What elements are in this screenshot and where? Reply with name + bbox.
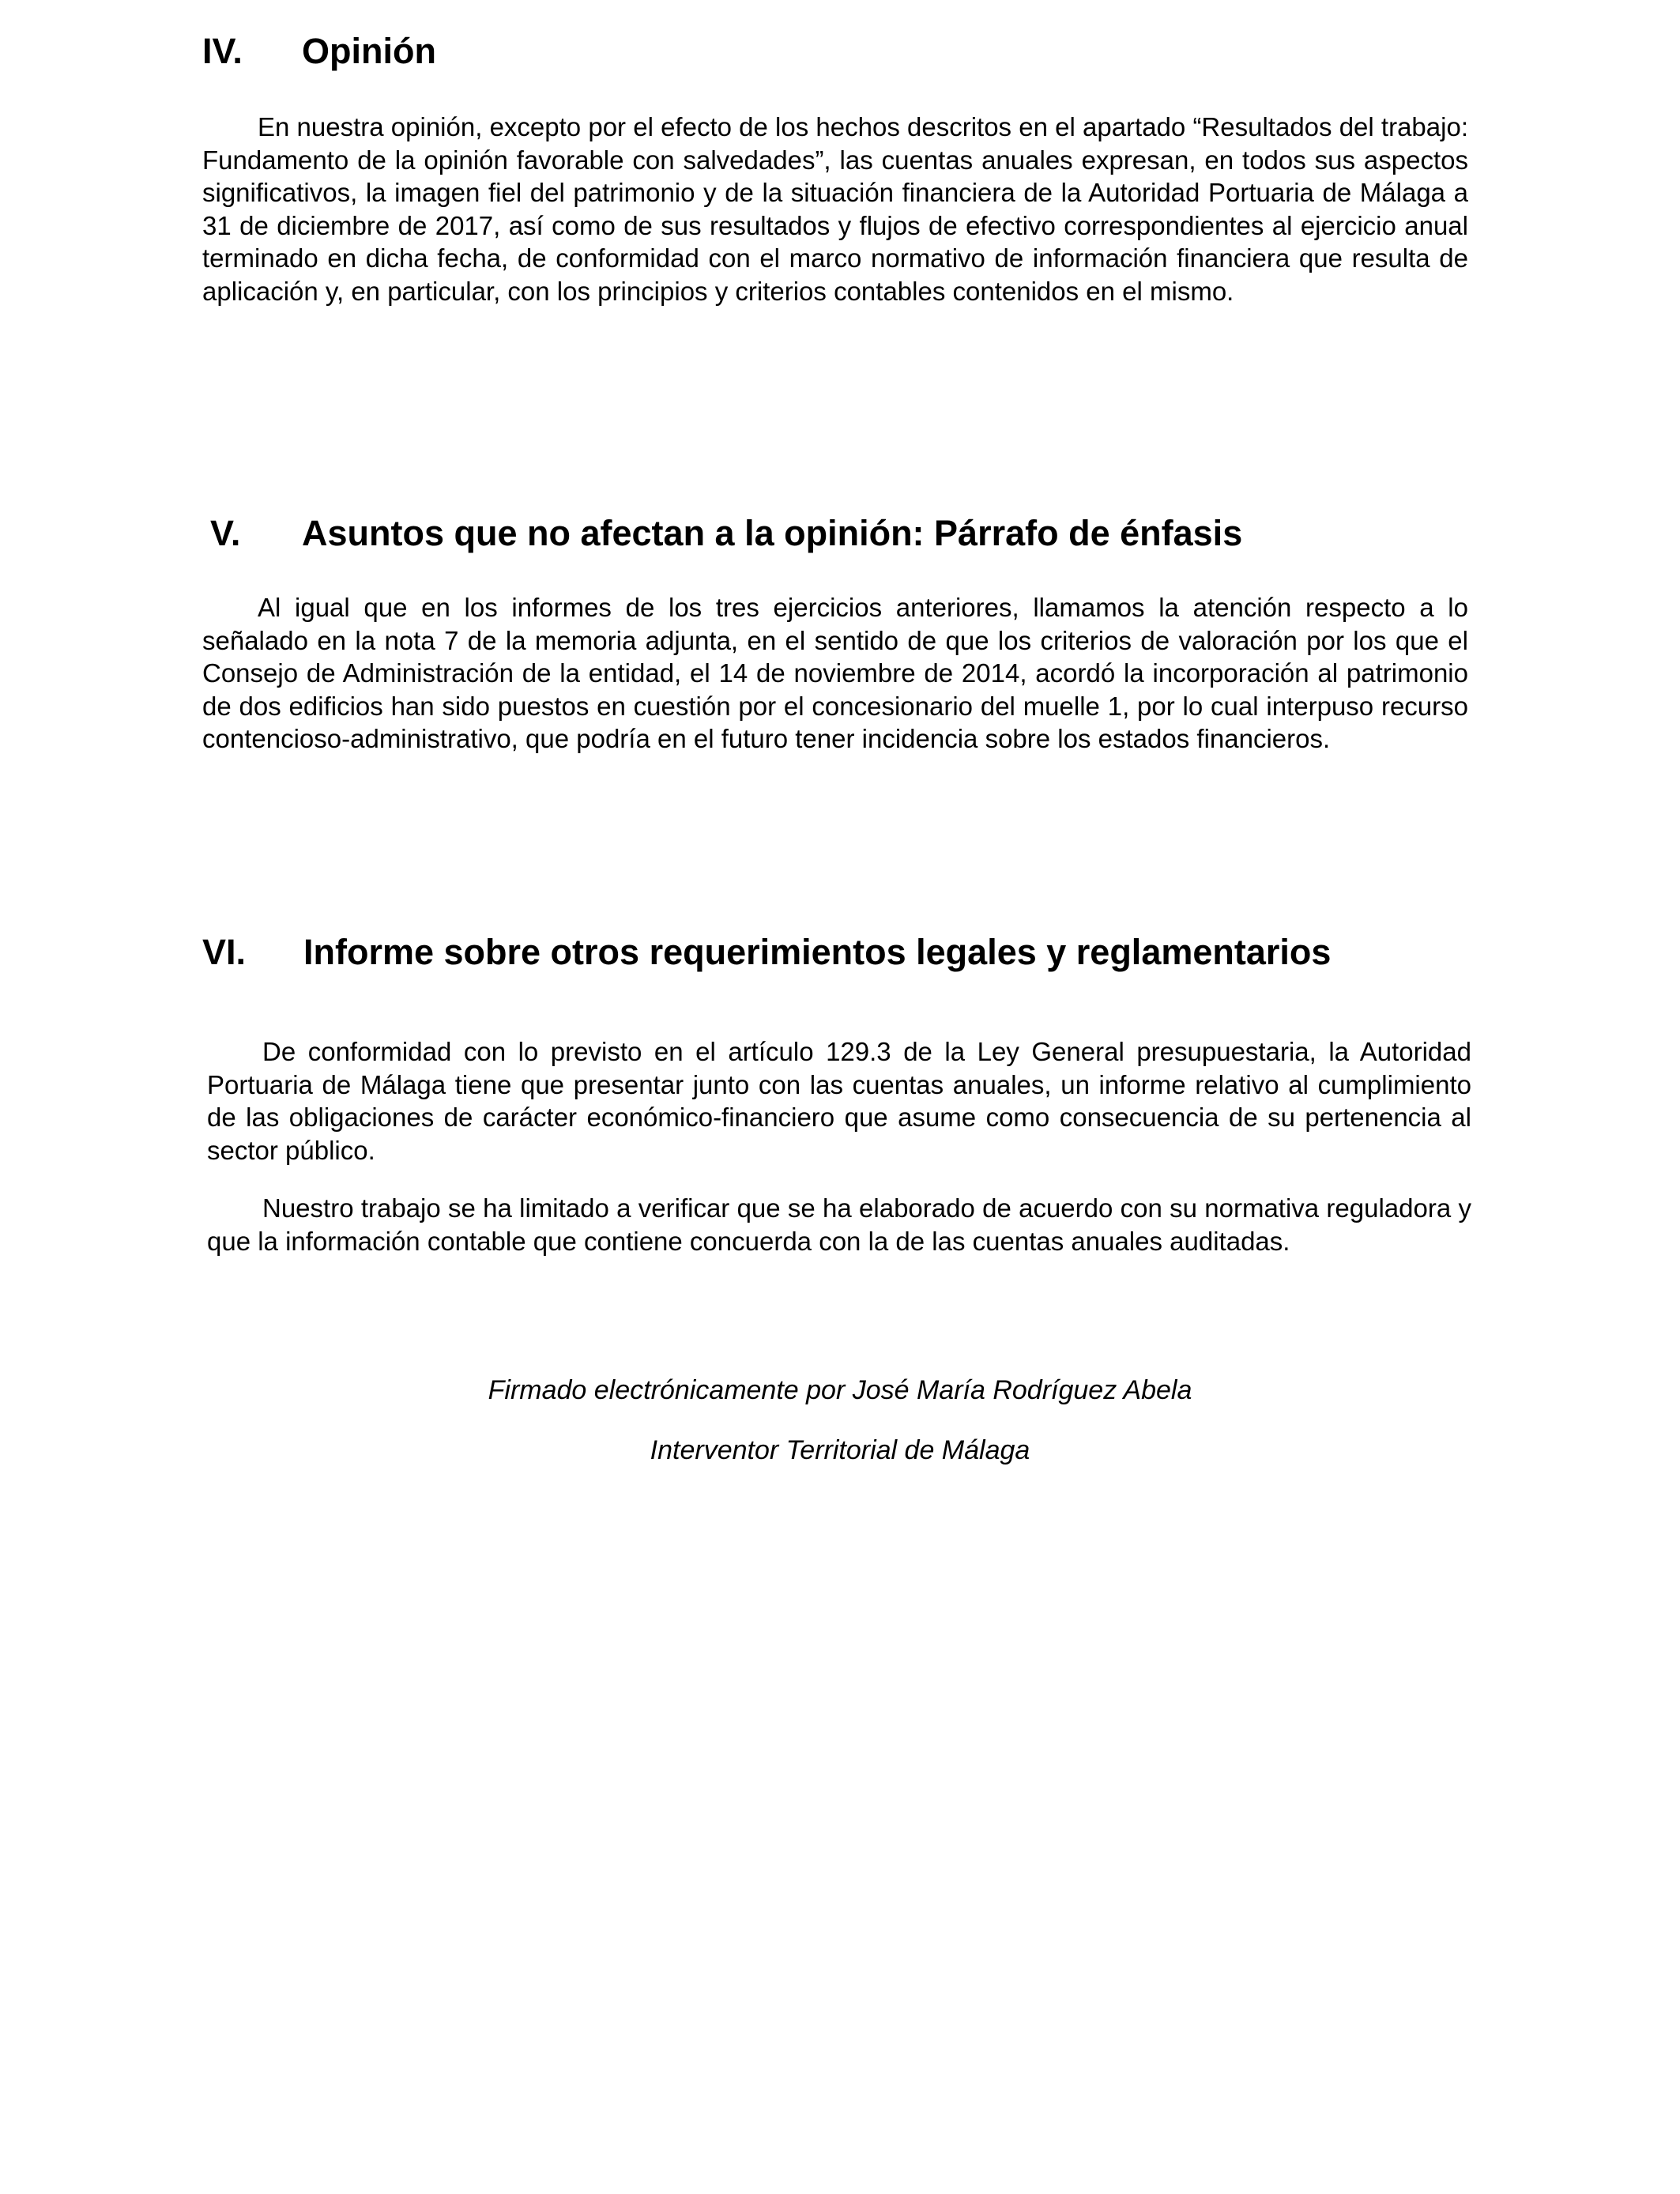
section-number: VI.	[202, 932, 247, 972]
section-title: Opinión	[302, 31, 436, 71]
section-title: Asuntos que no afectan a la opinión: Párrafo de énfasis	[302, 513, 1243, 553]
section-number: V.	[210, 513, 241, 553]
section-vi-paragraph-1: De conformidad con lo previsto en el artículo 129.3 de la Ley General presupuestaria, la Autoridad Portuaria de Málaga tiene que presentar junto con las cuentas anuales, un informe relativo al cumplimiento de las obligaciones de carácter económico-financiero que asume como consecuencia de su pertenencia al sector público.	[207, 1037, 1471, 1165]
section-title: Informe sobre otros requerimientos legales y reglamentarios	[303, 932, 1332, 972]
section-iv-paragraph-1: En nuestra opinión, excepto por el efecto de los hechos descritos en el apartado “Resultados del trabajo: Fundamento de la opinión favorable con salvedades”, las cuentas anuales expresan, en todos sus aspectos significativos, la imagen fiel del patrimonio y de la situación financiera de la Autoridad Portuaria de Málaga a 31 de diciembre de 2017, así como de sus resultados y flujos de efectivo correspondientes al ejercicio anual terminado en dicha fecha, de conformidad con el marco normativo de información financiera que resulta de aplicación y, en particular, con los principios y criterios contables contenidos en el mismo.	[202, 112, 1468, 306]
section-v-paragraph-1: Al igual que en los informes de los tres ejercicios anteriores, llamamos la atención respecto a lo señalado en la nota 7 de la memoria adjunta, en el sentido de que los criterios de valoración por los que el Consejo de Administración de la entidad, el 14 de noviembre de 2014, acordó la incorporación al patrimonio de dos edificios han sido puestos en cuestión por el concesionario del muelle 1, por lo cual interpuso recurso contencioso-administrativo, que podría en el futuro tener incidencia sobre los estados financieros.	[202, 593, 1468, 754]
section-vi-paragraph-2: Nuestro trabajo se ha limitado a verificar que se ha elaborado de acuerdo con su normativa reguladora y que la información contable que contiene concuerda con la de las cuentas anuales auditadas.	[207, 1193, 1471, 1256]
section-number: IV.	[202, 31, 243, 71]
signature-line-1: Firmado electrónicamente por José María Rodríguez Abela	[488, 1375, 1192, 1405]
signature-line-2: Interventor Territorial de Málaga	[650, 1435, 1030, 1465]
